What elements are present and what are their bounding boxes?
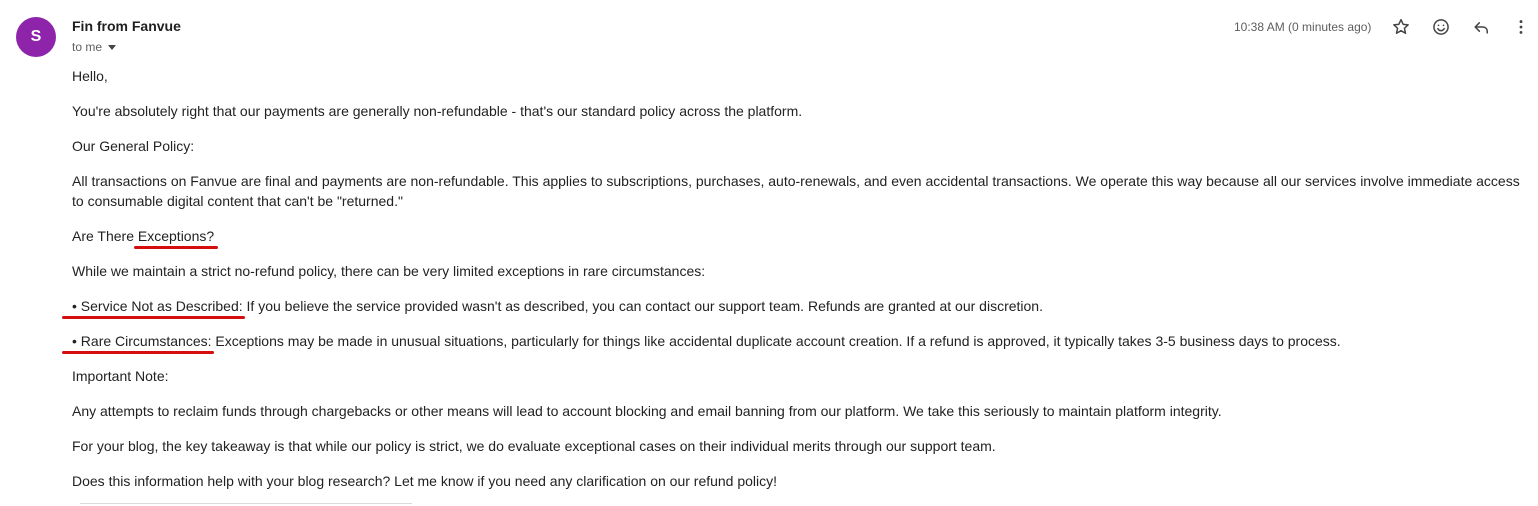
closing-line: Does this information help with your blog research? Let me know if you need any clarification on our refund policy! xyxy=(72,473,778,489)
emoji-icon xyxy=(1431,17,1451,37)
body-paragraph: You're absolutely right that our payments are generally non-refundable - that's our standard policy across the platform. xyxy=(72,103,803,119)
chevron-down-icon[interactable] xyxy=(108,45,116,50)
general-policy-heading: Our General Policy: xyxy=(72,138,195,154)
bullet1-label-underlined: • Service Not as Described: xyxy=(72,298,243,314)
email-body xyxy=(72,66,1527,506)
exceptions-intro: While we maintain a strict no-refund policy, there can be very limited exceptions in rare circumstances: xyxy=(72,263,706,279)
exceptions-heading xyxy=(72,226,1527,246)
bullet-rare-circumstances xyxy=(72,331,1527,351)
sender-name[interactable]: Fin from Fanvue xyxy=(72,18,181,34)
important-note-text: Any attempts to reclaim funds through chargebacks or other means will lead to account blocking and email banning from our platform. We take this seriously to maintain platform integrity. xyxy=(72,403,1222,419)
more-options-button[interactable] xyxy=(1508,14,1534,40)
star-button[interactable] xyxy=(1388,14,1414,40)
blog-takeaway: For your blog, the key takeaway is that while our policy is strict, we do evaluate exceptional cases on their individual merits through our support team. xyxy=(72,438,996,454)
general-policy-text: All transactions on Fanvue are final and payments are non-refundable. This applies to subscriptions, purchases, auto-renewals, and even accidental transactions. We operate this way because all our services involve immediate access to consumable digital content that can't be "returned." xyxy=(72,173,1520,209)
timestamp: 10:38 AM (0 minutes ago) xyxy=(1234,20,1372,34)
greeting: Hello, xyxy=(72,68,108,84)
bullet-service-not-described xyxy=(72,296,1527,316)
avatar[interactable]: S xyxy=(16,17,56,57)
recipient-label: to me xyxy=(72,40,103,54)
exceptions-word-underlined: Exceptions? xyxy=(137,228,215,244)
more-vertical-icon xyxy=(1511,17,1531,37)
star-icon xyxy=(1391,17,1411,37)
add-reaction-button[interactable] xyxy=(1428,14,1454,40)
important-note-heading: Important Note: xyxy=(72,368,169,384)
bullet2-label-underlined: • Rare Circumstances: xyxy=(72,333,212,349)
bullet2-text: Exceptions may be made in unusual situations, particularly for things like accidental duplicate account creation. If a refund is approved, it typically takes 3-5 business days to process. xyxy=(211,333,1341,349)
recipient-toggle[interactable] xyxy=(72,40,116,54)
signature-divider xyxy=(80,503,412,504)
bullet1-text: If you believe the service provided wasn't as described, you can contact our support team. Refunds are granted at our discretion. xyxy=(242,298,1043,314)
reply-button[interactable] xyxy=(1468,14,1494,40)
reply-icon xyxy=(1471,17,1491,37)
exceptions-prefix: Are There xyxy=(72,228,138,244)
